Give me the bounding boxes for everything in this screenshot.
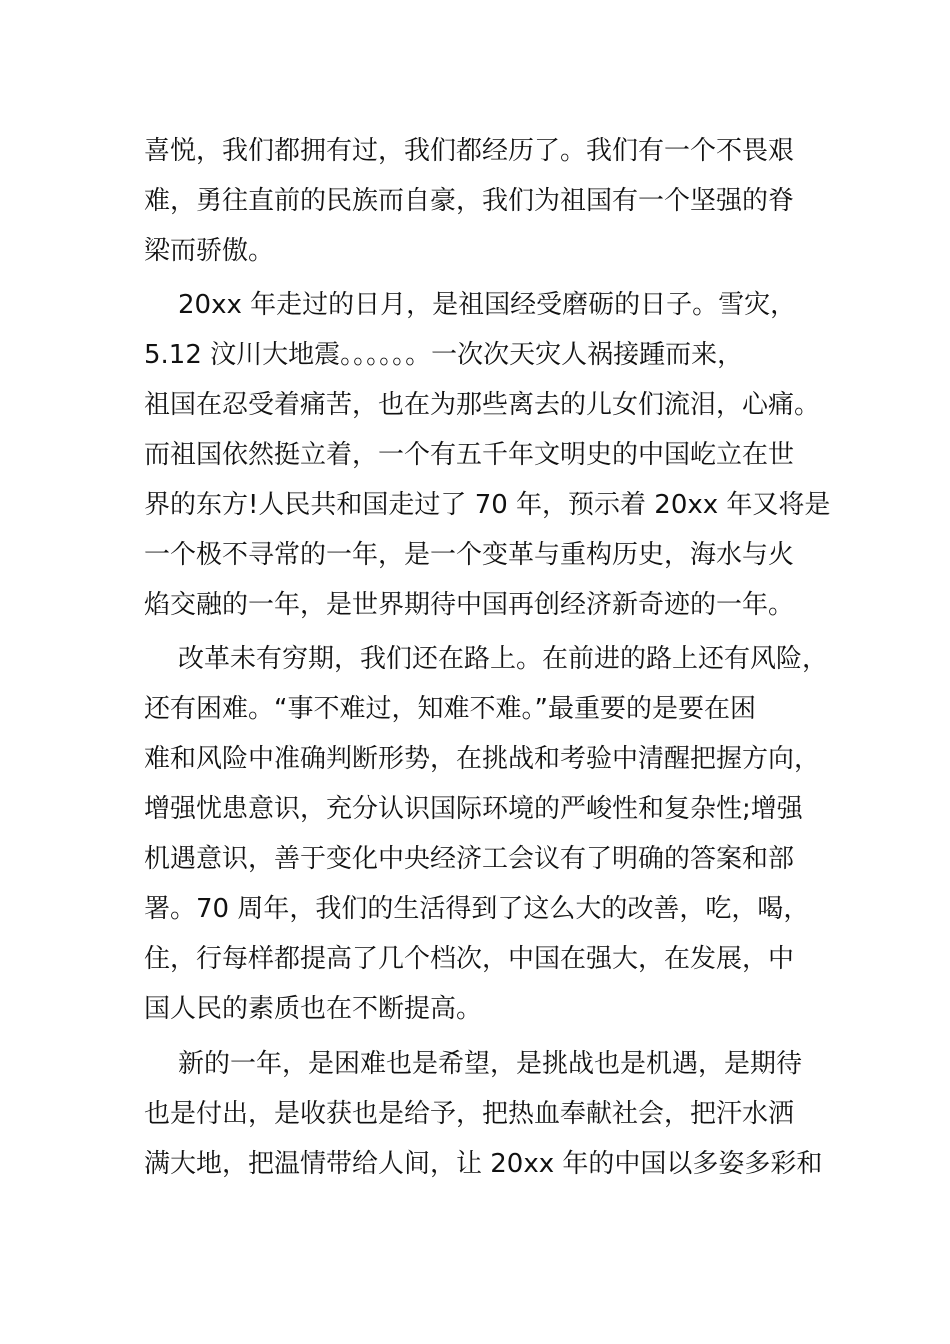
text-line: 而祖国依然挺立着，一个有五千年文明史的中国屹立在世 bbox=[144, 440, 795, 470]
text-line: 改革未有穷期，我们还在路上。在前进的路上还有风险， bbox=[178, 644, 829, 674]
text-line: 满大地，把温情带给人间，让 20xx 年的中国以多姿多彩和 bbox=[144, 1149, 823, 1179]
text-line: 还有困难。“事不难过，知难不难。”最重要的是要在困 bbox=[144, 694, 756, 724]
text-line: 也是付出，是收获也是给予，把热血奉献社会，把汗水洒 bbox=[144, 1099, 795, 1129]
text-line: 喜悦，我们都拥有过，我们都经历了。我们有一个不畏艰 bbox=[144, 136, 795, 166]
text-line: 机遇意识，善于变化中央经济工会议有了明确的答案和部 bbox=[144, 844, 795, 874]
text-line: 新的一年，是困难也是希望，是挑战也是机遇，是期待 bbox=[178, 1049, 803, 1079]
text-line: 国人民的素质也在不断提高。 bbox=[144, 994, 483, 1024]
text-line: 焰交融的一年，是世界期待中国再创经济新奇迹的一年。 bbox=[144, 590, 795, 620]
text-line: 祖国在忍受着痛苦，也在为那些离去的儿女们流泪，心痛。 bbox=[144, 390, 821, 420]
text-line: 住，行每样都提高了几个档次，中国在强大，在发展，中 bbox=[144, 944, 795, 974]
text-line: 难和风险中准确判断形势，在挑战和考验中清醒把握方向， bbox=[144, 744, 821, 774]
text-line: 5.12 汶川大地震。。。。。。一次次天灾人祸接踵而来， bbox=[144, 340, 744, 370]
text-line: 梁而骄傲。 bbox=[144, 236, 275, 266]
text-line: 难，勇往直前的民族而自豪，我们为祖国有一个坚强的脊 bbox=[144, 186, 795, 216]
text-line: 增强忧患意识，充分认识国际环境的严峻性和复杂性;增强 bbox=[144, 794, 803, 824]
text-line: 署。70 周年，我们的生活得到了这么大的改善，吃，喝， bbox=[144, 894, 810, 924]
text-line: 20xx 年走过的日月，是祖国经受磨砺的日子。雪灾， bbox=[178, 290, 797, 320]
text-line: 一个极不寻常的一年，是一个变革与重构历史，海水与火 bbox=[144, 540, 795, 570]
text-line: 界的东方!人民共和国走过了 70 年，预示着 20xx 年又将是 bbox=[144, 490, 831, 520]
